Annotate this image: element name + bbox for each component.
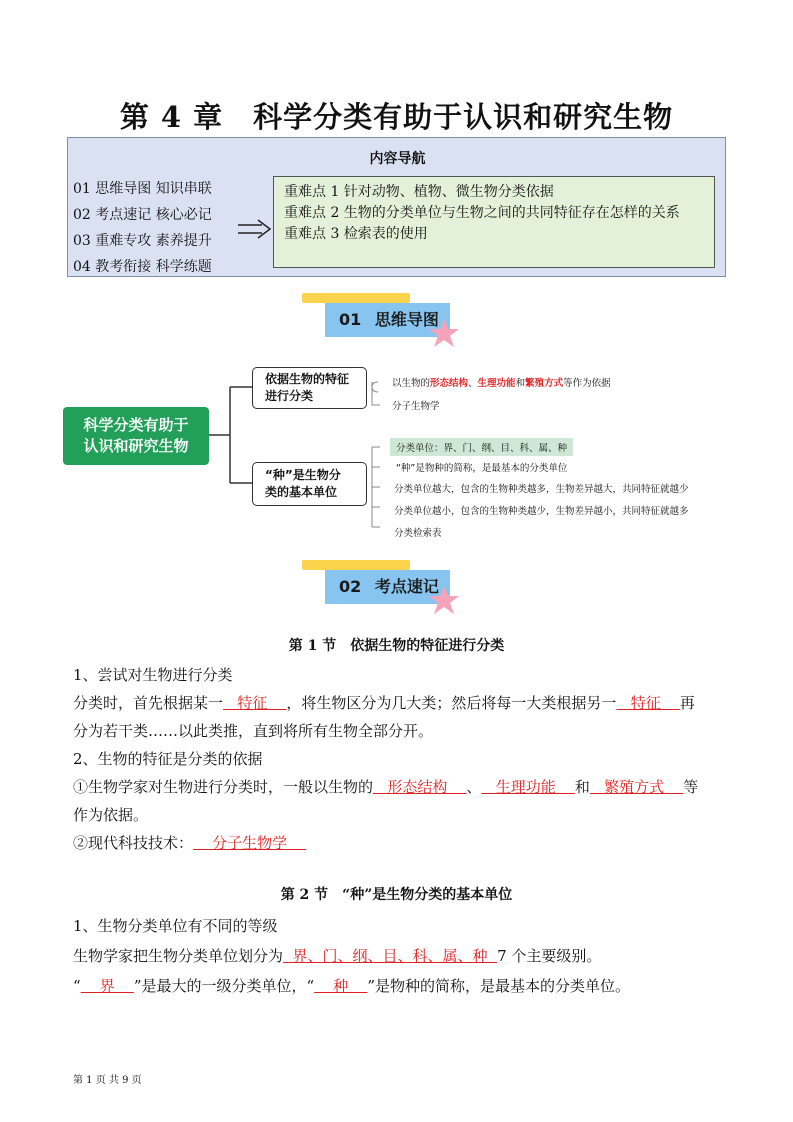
section-2-body [73, 912, 733, 1000]
page-footer: 第 1 页 共 9 页 [73, 1075, 142, 1086]
leaf-species: “种”是物种的简称，是最基本的分类单位 [396, 463, 568, 474]
leaf-highlight: 生理功能 [477, 378, 516, 389]
leaf-smaller-unit: 分类单位越小，包含的生物种类越少，生物差异越小，共同特征就越多 [394, 506, 689, 517]
section-1-heading: 第 1 节 依据生物的特征进行分类 [288, 638, 505, 654]
answer-blank: 特征 [616, 694, 680, 712]
text: 分类时，首先根据某一 [73, 694, 224, 712]
mind-map-branch-2 [252, 462, 367, 506]
keypoints-section-badge [302, 560, 452, 622]
leaf-text: 等作为依据 [563, 378, 611, 389]
star-icon [427, 317, 461, 349]
nav-item: 04 教考衔接 科学练题 [73, 259, 212, 275]
leaf-larger-unit: 分类单位越大，包含的生物种类越多，生物差异越大，共同特征就越少 [394, 484, 689, 495]
paragraph [73, 829, 733, 857]
answer-blank: 界 [80, 977, 134, 995]
leaf-text: 和 [515, 378, 526, 389]
paragraph [73, 773, 733, 801]
text: 7 个主要级别。 [497, 947, 602, 965]
star-icon [427, 584, 461, 616]
answer-blank: 形态结构 [373, 778, 467, 796]
mind-map-branch-1 [252, 367, 367, 409]
text: 等 [683, 778, 699, 796]
nav-item: 01 思维导图 知识串联 [73, 181, 212, 197]
key-point: 重难点 1 针对动物、植物、微生物分类依据 [284, 184, 554, 200]
paragraph [73, 689, 733, 717]
text: ”是物种的简称，是最基本的分类单位。 [367, 977, 630, 995]
answer-blank: 界、门、纲、目、科、属、种 [283, 947, 498, 965]
text: ，将生物区分为几大类；然后将每一大类根据另一 [286, 694, 617, 712]
answer-blank: 特征 [223, 694, 287, 712]
text: “ [73, 977, 81, 995]
text: ①生物学家对生物进行分类时，一般以生物的 [73, 778, 374, 796]
leaf-basis [392, 375, 611, 389]
branch-line: 进行分类 [265, 389, 314, 403]
answer-blank: 分子生物学 [193, 834, 307, 852]
text: 再 [679, 694, 695, 712]
branch-line: 依据生物的特征 [265, 372, 350, 386]
key-point: 重难点 2 生物的分类单位与生物之间的共同特征存在怎样的关系 [284, 205, 680, 221]
text: ②现代科技技术： [73, 834, 194, 852]
root-line: 认识和研究生物 [83, 437, 189, 455]
mind-map [0, 355, 793, 545]
leaf-text: 、 [468, 378, 478, 389]
leaf-molecular: 分子生物学 [392, 401, 440, 412]
content-navigation-box [67, 137, 726, 277]
answer-blank: 种 [314, 977, 368, 995]
nav-item: 03 重难专攻 素养提升 [73, 233, 212, 249]
leaf-highlight: 繁殖方式 [525, 378, 564, 389]
text: 、 [466, 778, 482, 796]
key-point: 重难点 3 检索表的使用 [284, 226, 428, 242]
answer-blank: 生理功能 [481, 778, 575, 796]
paragraph: 1、尝试对生物进行分类 [73, 666, 233, 684]
paragraph: 作为依据。 [73, 806, 149, 824]
branch-line: “种”是生物分 [265, 468, 341, 482]
text: ”是最大的一级分类单位，“ [133, 977, 315, 995]
text: 和 [574, 778, 590, 796]
leaf-key: 分类检索表 [394, 528, 442, 539]
badge-accent [302, 560, 410, 570]
text: 生物学家把生物分类单位划分为 [73, 947, 284, 965]
badge-accent [302, 293, 410, 303]
section-2-heading: 第 2 节 “种”是生物分类的基本单位 [280, 887, 513, 903]
leaf-highlight: 形态结构 [430, 378, 469, 389]
paragraph: 2、生物的特征是分类的依据 [73, 750, 263, 768]
leaf-text: 以生物的 [392, 378, 431, 389]
paragraph [73, 942, 733, 970]
double-arrow-icon [238, 218, 272, 240]
nav-item: 02 考点速记 核心必记 [73, 207, 212, 223]
paragraph [73, 972, 733, 1000]
nav-list [73, 176, 212, 280]
badge-label: 01 思维导图 [325, 303, 450, 337]
badge-label: 02 考点速记 [325, 570, 450, 604]
page-title: 第 4 章 科学分类有助于认识和研究生物 [119, 100, 674, 134]
paragraph: 1、生物分类单位有不同的等级 [73, 917, 278, 935]
mindmap-section-badge [302, 293, 452, 355]
branch-line: 类的基本单位 [265, 485, 338, 499]
section-1-body [73, 661, 733, 857]
key-points-box [273, 176, 715, 268]
mind-map-root [63, 407, 209, 465]
answer-blank: 繁殖方式 [589, 778, 684, 796]
leaf-ranks: 分类单位：界、门、纲、目、科、属、种 [390, 438, 573, 456]
nav-heading: 内容导航 [369, 151, 426, 167]
root-line: 科学分类有助于 [83, 416, 189, 434]
paragraph: 分为若干类……以此类推，直到将所有生物全部分开。 [73, 722, 434, 740]
